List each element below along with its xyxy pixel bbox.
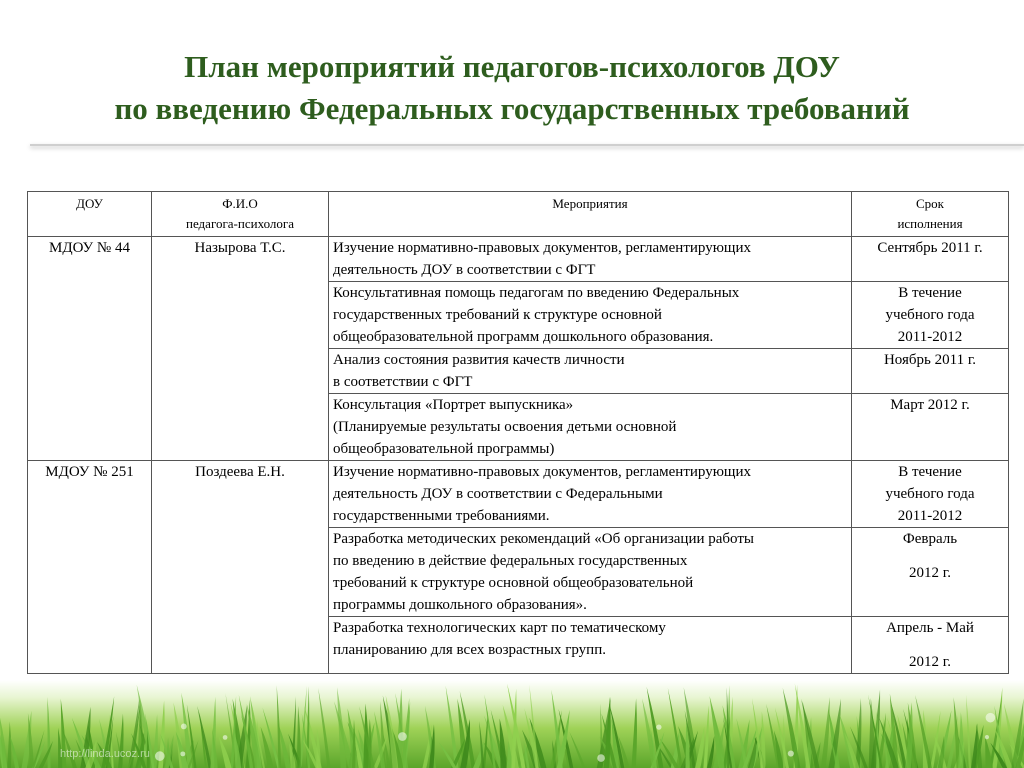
dou-cell: МДОУ № 44 xyxy=(28,237,152,461)
term-cell: В течение учебного года 2011-2012 xyxy=(852,282,1009,349)
event-cell: Разработка технологических карт по тематическому планированию для всех возрастных групп. xyxy=(329,617,852,674)
term-cell: Апрель - Май 2012 г. xyxy=(852,617,1009,674)
event-cell: Изучение нормативно-правовых документов, регламентирующих деятельность ДОУ в соответствии с Федеральными государственными требованиями. xyxy=(329,461,852,528)
event-cell: Разработка методических рекомендаций «Об организации работы по введению в действие федеральных государственных требований к структуре основной общеобразовательной программы дошкольного образования». xyxy=(329,528,852,617)
title-divider xyxy=(30,144,1024,146)
event-cell: Консультация «Портрет выпускника» (Планируемые результаты освоения детьми основной общеобразовательной программы) xyxy=(329,394,852,461)
term-cell: Сентябрь 2011 г. xyxy=(852,237,1009,282)
fio-cell: Поздеева Е.Н. xyxy=(152,461,329,674)
slide-title-line-2: по введению Федеральных государственных требований xyxy=(114,91,910,126)
term-cell: Ноябрь 2011 г. xyxy=(852,349,1009,394)
header-term: Срок исполнения xyxy=(852,192,1009,237)
event-cell: Изучение нормативно-правовых документов, регламентирующих деятельность ДОУ в соответствии с ФГТ xyxy=(329,237,852,282)
grass-blades-image xyxy=(0,680,1024,768)
term-cell: Февраль 2012 г. xyxy=(852,528,1009,617)
term-cell: В течение учебного года 2011-2012 xyxy=(852,461,1009,528)
header-events: Мероприятия xyxy=(329,192,852,237)
table-row xyxy=(28,237,1009,282)
grass-decoration xyxy=(0,680,1024,768)
table-header-row xyxy=(28,192,1009,237)
event-cell: Консультативная помощь педагогам по введению Федеральных государственных требований к структуре основной общеобразовательной программ дошкольного образования. xyxy=(329,282,852,349)
fio-cell: Назырова Т.С. xyxy=(152,237,329,461)
slide-title xyxy=(0,46,1024,130)
table-row xyxy=(28,461,1009,528)
watermark-text: http://linda.ucoz.ru xyxy=(60,748,150,760)
term-cell: Март 2012 г. xyxy=(852,394,1009,461)
header-dou: ДОУ xyxy=(28,192,152,237)
plan-table xyxy=(27,191,1009,674)
header-fio: Ф.И.О педагога-психолога xyxy=(152,192,329,237)
event-cell: Анализ состояния развития качеств личности в соответствии с ФГТ xyxy=(329,349,852,394)
dou-cell: МДОУ № 251 xyxy=(28,461,152,674)
slide-title-line-1: План мероприятий педагогов-психологов ДОУ xyxy=(184,49,840,84)
